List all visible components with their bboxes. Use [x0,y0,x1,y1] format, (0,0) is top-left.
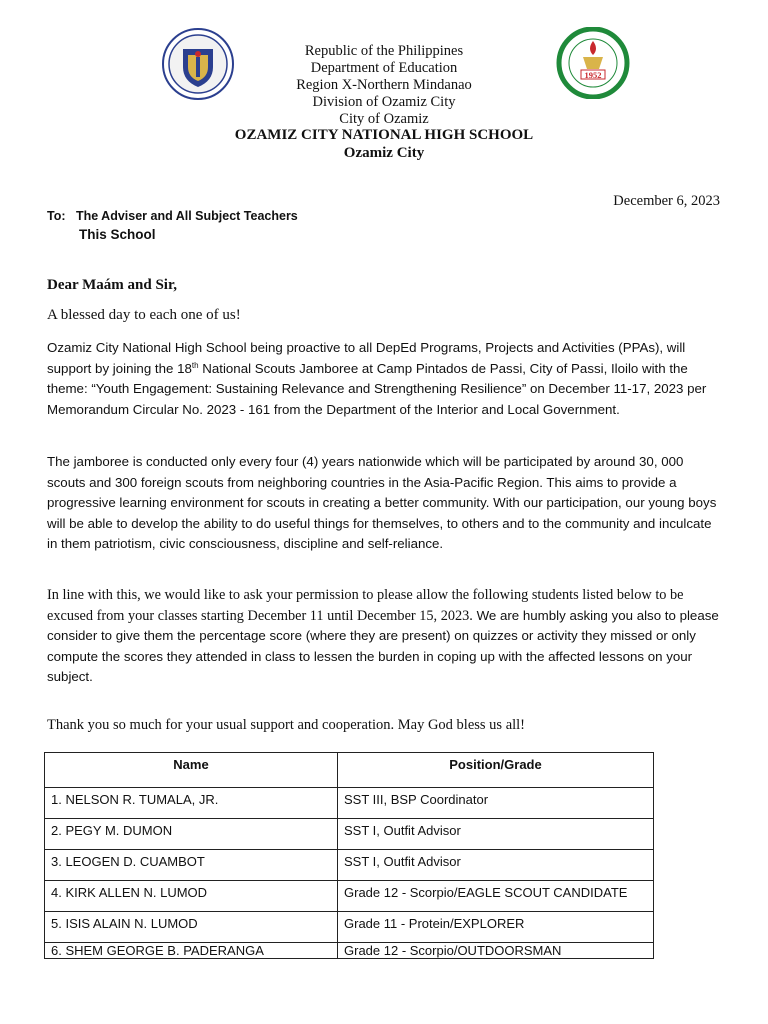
table-row [45,881,654,912]
table-row [45,850,654,881]
header-line-5: City of Ozamiz [339,111,429,127]
table-row [45,819,654,850]
cell-name: 3. LEOGEN D. CUAMBOT [45,850,338,881]
memo-to [47,209,298,223]
paragraph-2: The jamboree is conducted only every four (4) years nationwide which will be participated by around 30, 000 scouts and 300 foreign scouts from neighboring countries in the Asia-Pacific Region. This aims to provide a progressive learning environment for scouts in creating a better community. With our participation, our young boys will be able to develop the ability to do useful things for themselves, to others and to the community and inculcate in them patriotism, civic consciousness, discipline and self-reliance. [47,454,717,551]
paragraph-1-part-b: National Scouts Jamboree at Camp Pintados de Passi, City of Passi, Iloilo with the theme: “Youth Engagement: Sustaining Relevance and Strengthening Resilience” on December 11-17, 2023 per Memorandum Circular No. 2023 - 161 from the Department of the Interior and Local Government. [47,360,707,417]
cell-name: 1. NELSON R. TUMALA, JR. [45,788,338,819]
header-line-1: Republic of the Philippines [304,43,464,59]
memo-date: December 6, 2023 [613,193,720,209]
memo-to-value: The Adviser and All Subject Teachers [75,209,298,223]
cell-position: SST I, Outfit Advisor [338,850,654,881]
cell-position: Grade 12 - Scorpio/EAGLE SCOUT CANDIDATE [338,881,654,912]
memo-to-sub: This School [79,227,156,242]
column-header-position: Position/Grade [338,753,654,788]
table-row [45,943,654,959]
table-header-row [45,753,654,788]
column-header-name: Name [45,753,338,788]
school-city: Ozamiz City [343,145,425,161]
memo-to-label: To: [47,209,66,223]
header-line-2: Department of Education [310,60,458,76]
paragraph-3-sans: We are humbly asking you also to please consider to give them the percentage score (where they are present) on quizzes or activity they missed or only compute the scores they attended in class to lessen the burden in coping up with the affected lessons on your subject. [47,607,719,684]
cell-position: Grade 12 - Scorpio/OUTDOORSMAN [338,943,654,959]
paragraph-3 [47,585,722,688]
paragraph-1-part-a: Ozamiz City National High School being proactive to all DepEd Programs, Projects and Activities (PPAs), will support by joining the 18 [47,340,686,376]
table-row [45,912,654,943]
header-line-3: Region X-Northern Mindanao [296,77,472,93]
cell-name: 5. ISIS ALAIN N. LUMOD [45,912,338,943]
salutation: Dear Maám and Sir, [47,277,178,293]
cell-name: 2. PEGY M. DUMON [45,819,338,850]
paragraph-3-serif: In line with this, we would like to ask your permission to please allow the following students listed below to be excused from your classes starting December 11 until December 15, 2023. [47,587,684,624]
closing-thanks: Thank you so much for your usual support and cooperation. May God bless us all! [47,717,526,733]
greeting: A blessed day to each one of us! [47,307,241,323]
school-seal-year: 1952 [584,70,602,80]
cell-position: Grade 11 - Protein/EXPLORER [338,912,654,943]
cell-name: 6. SHEM GEORGE B. PADERANGA [45,943,338,959]
participants-table [44,752,654,959]
cell-name: 4. KIRK ALLEN N. LUMOD [45,881,338,912]
paragraph-1-sup: th [191,360,199,370]
cell-position: SST I, Outfit Advisor [338,819,654,850]
table-row [45,788,654,819]
paragraph-1 [47,338,722,420]
header-line-4: Division of Ozamiz City [312,94,456,110]
school-name: OZAMIZ CITY NATIONAL HIGH SCHOOL [234,127,534,143]
cell-position: SST III, BSP Coordinator [338,788,654,819]
